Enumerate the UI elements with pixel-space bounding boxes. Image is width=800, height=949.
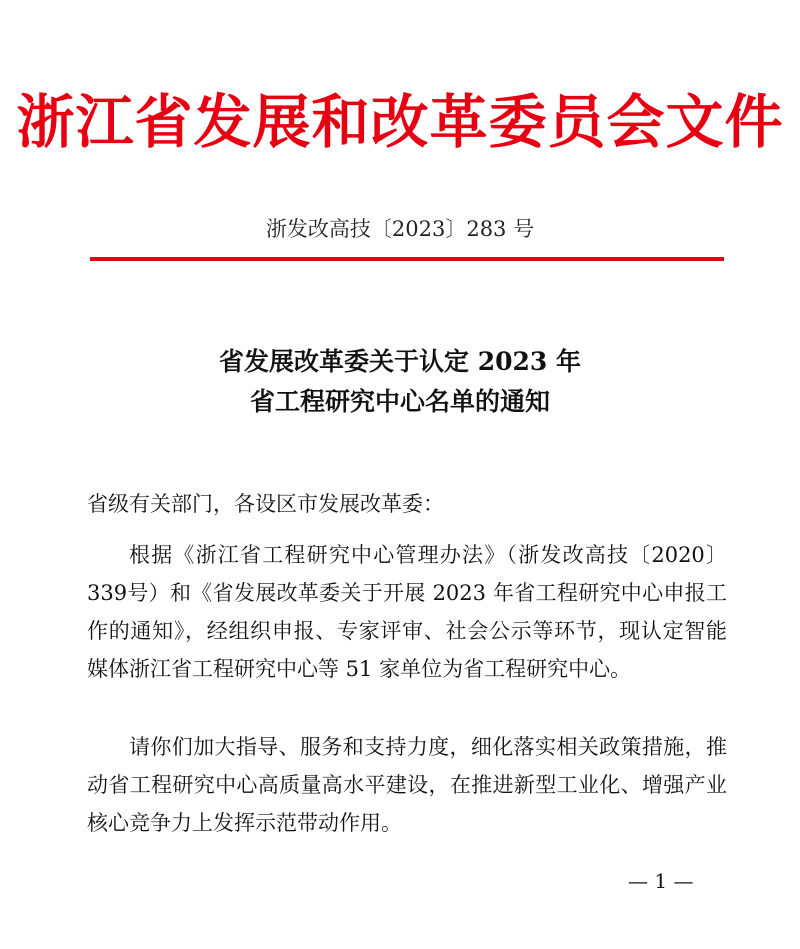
notice-title-line-1: 省发展改革委关于认定 2023 年 <box>219 347 581 376</box>
issuer-title: 浙江省发展和改革委员会文件 <box>16 88 784 156</box>
document-number: 浙发改高技〔2023〕283 号 <box>265 217 535 241</box>
page-number: — 1 — <box>628 869 694 893</box>
red-divider-line <box>90 257 724 261</box>
body-paragraph-2: 请你们加大指导、服务和支持力度，细化落实相关政策措施，推动省工程研究中心高质量高水平建设，在推进新型工业化、增强产业核心竞争力上发挥示范带动作用。 <box>87 735 727 835</box>
notice-title <box>0 342 800 422</box>
body-paragraph-1: 根据《浙江省工程研究中心管理办法》（浙发改高技〔2020〕339号）和《省发展改革委关于开展 2023 年省工程研究中心申报工作的通知》，经组织申报、专家评审、社会公示等环节，现认定智能媒体浙江省工程研究中心等 51 家单位为省工程研究中心。 <box>87 543 727 681</box>
notice-title-line-2: 省工程研究中心名单的通知 <box>249 387 550 416</box>
salutation: 省级有关部门，各设区市发展改革委： <box>87 492 444 516</box>
